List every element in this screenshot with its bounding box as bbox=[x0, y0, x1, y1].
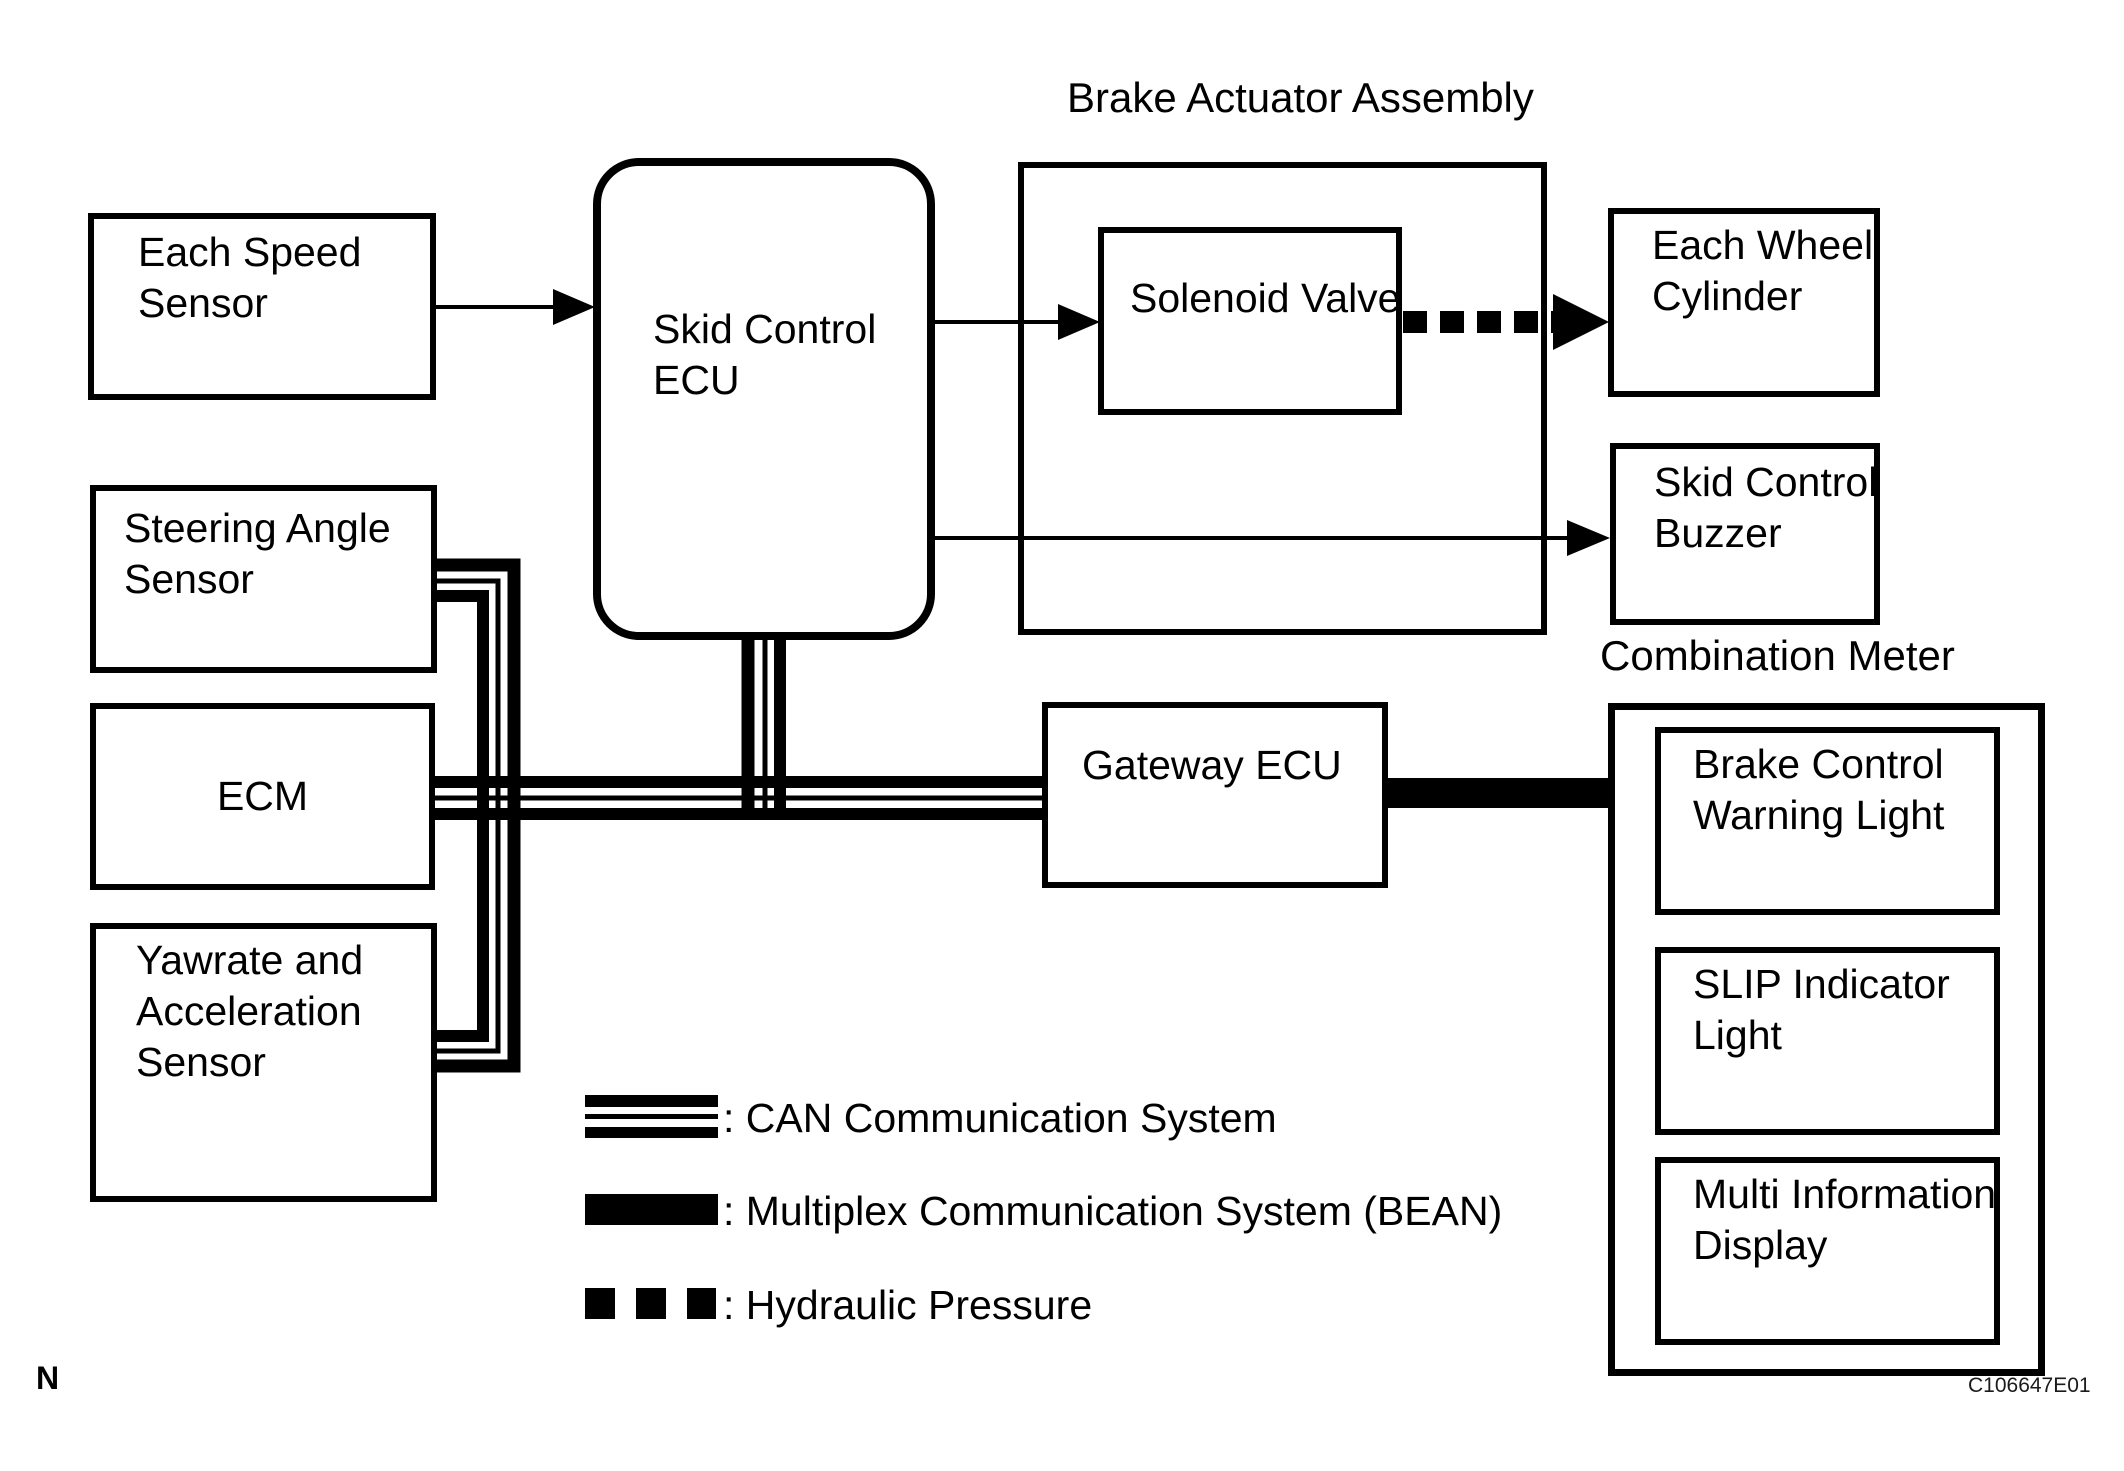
ecm-box bbox=[90, 703, 435, 890]
each-speed-sensor-label: Each Speed Sensor bbox=[138, 229, 362, 326]
gateway-ecu-box bbox=[1042, 702, 1388, 888]
steering-angle-sensor-label: Steering Angle Sensor bbox=[124, 505, 391, 602]
gateway-ecu-label: Gateway ECU bbox=[1082, 742, 1342, 788]
yawrate-acceleration-sensor-label: Yawrate and Acceleration Sensor bbox=[136, 937, 364, 1085]
solenoid-valve-box bbox=[1098, 227, 1402, 415]
skid-control-ecu-label: Skid Control ECU bbox=[653, 306, 877, 403]
can-branch-skid-ecu bbox=[748, 636, 780, 818]
multi-information-display-box bbox=[1655, 1157, 2000, 1345]
can-branch-steering-yawrate bbox=[437, 565, 514, 1066]
slip-indicator-light-box bbox=[1655, 947, 2000, 1135]
each-speed-sensor-box bbox=[88, 213, 436, 400]
page-marker: N bbox=[36, 1360, 60, 1396]
slip-indicator-light-label: SLIP Indicator Light bbox=[1693, 961, 1950, 1058]
ecm-label: ECM bbox=[216, 773, 309, 820]
legend-can-text: : CAN Communication System bbox=[723, 1095, 1277, 1141]
yawrate-acceleration-sensor-box bbox=[90, 923, 437, 1202]
legend-hydraulic-text: : Hydraulic Pressure bbox=[723, 1282, 1093, 1328]
brake-control-warning-light-label: Brake Control Warning Light bbox=[1693, 741, 1945, 838]
brake-control-warning-light-box bbox=[1655, 727, 2000, 915]
can-bus-trunk bbox=[435, 782, 1042, 814]
combination-meter-label: Combination Meter bbox=[1600, 632, 1955, 679]
bean-line-symbol bbox=[585, 1194, 718, 1225]
can-line-symbol bbox=[585, 1095, 718, 1138]
steering-angle-sensor-box bbox=[90, 485, 437, 673]
hydraulic-line-symbol bbox=[585, 1288, 716, 1319]
multi-information-display-label: Multi Information Display bbox=[1693, 1171, 1997, 1268]
solenoid-valve-label: Solenoid Valve bbox=[1130, 275, 1401, 321]
figure-code: C106647E01 bbox=[1968, 1374, 2091, 1397]
skid-control-buzzer-box bbox=[1610, 443, 1880, 625]
each-wheel-cylinder-box bbox=[1608, 208, 1880, 397]
skid-control-buzzer-label: Skid Control Buzzer bbox=[1654, 459, 1878, 556]
speed-to-ecu-arrow bbox=[436, 289, 595, 325]
each-wheel-cylinder-label: Each Wheel Cylinder bbox=[1652, 222, 1874, 319]
skid-control-ecu-box bbox=[593, 158, 935, 640]
legend-bean-text: : Multiplex Communication System (BEAN) bbox=[723, 1188, 1503, 1234]
brake-actuator-assembly-title: Brake Actuator Assembly bbox=[1067, 74, 1534, 121]
